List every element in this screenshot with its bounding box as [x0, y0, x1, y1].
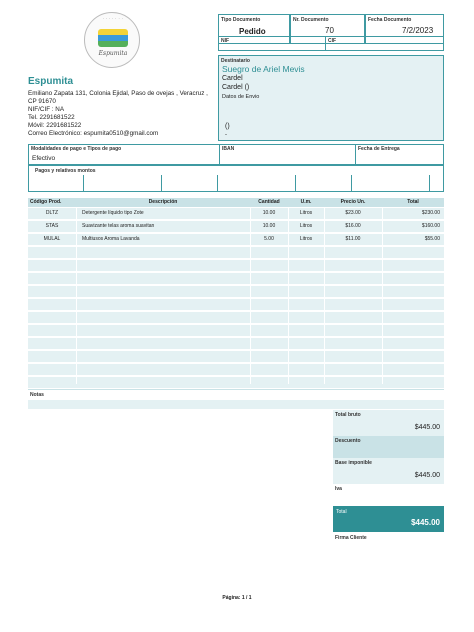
- items-table-header: [28, 198, 444, 207]
- logo-script: Espumita: [98, 50, 128, 57]
- pagos-divider-5: [351, 175, 352, 191]
- col-header-code: Código Prod.: [30, 199, 62, 205]
- page-number: Página: 1 / 1: [222, 595, 252, 601]
- modalidades-value: Efectivo: [32, 155, 56, 162]
- table-column-divider: [382, 207, 383, 384]
- table-column-divider: [76, 207, 77, 384]
- notes-field: [28, 400, 444, 409]
- row-description: Suavizante telas aroma suavitan: [82, 223, 155, 229]
- total-bruto-box: [333, 410, 444, 436]
- company-name: Espumita: [28, 76, 74, 87]
- nr-documento-label: Nr. Documento: [293, 17, 329, 23]
- pagos-divider-2: [161, 175, 162, 191]
- payment-divider-1: [219, 145, 220, 164]
- row-description: Multiusos Aroma Lavanda: [82, 236, 140, 242]
- row-code: STAS: [45, 223, 59, 229]
- recipient-dash: -: [225, 132, 227, 138]
- grand-total-box: [333, 506, 444, 532]
- row-total: $230.00: [421, 210, 440, 216]
- table-column-divider: [324, 207, 325, 384]
- pagos-label: Pagos y relativos montos: [35, 168, 96, 174]
- recipient-paren: (): [225, 123, 230, 130]
- row-quantity: 10.00: [262, 210, 276, 216]
- base-imponible-box: [333, 458, 444, 484]
- col-header-description: Descripción: [148, 199, 178, 205]
- row-unit: Litros: [299, 236, 313, 242]
- pagos-divider-3: [217, 175, 218, 191]
- notes-label: Notas: [30, 392, 44, 398]
- base-imponible-value: $445.00: [414, 472, 440, 479]
- company-movil: Móvil: 2291681522: [28, 122, 82, 129]
- datos-envio-label: Datos de Envio: [222, 94, 260, 100]
- pagos-divider-6: [429, 175, 430, 191]
- modalidades-label: Modalidades de pago e Tipos de pago: [31, 146, 122, 152]
- logo-ring-text: · · · · · · ·: [102, 17, 124, 21]
- row-code: DLTZ: [45, 210, 59, 216]
- table-column-divider: [288, 207, 289, 384]
- row-unit-price: $11.00: [345, 236, 361, 242]
- company-email: Correo Electrónico: espumita0510@gmail.com: [28, 130, 159, 137]
- row-unit-price: $23.00: [345, 210, 361, 216]
- notes-area: [28, 389, 444, 409]
- row-code: MULAL: [43, 236, 61, 242]
- recipient-box: [218, 55, 444, 141]
- pagos-box: [28, 165, 444, 192]
- company-logo: [84, 12, 140, 68]
- company-nif: NIF/CIF : NA: [28, 106, 65, 113]
- row-unit-price: $16.00: [345, 223, 361, 229]
- tipo-documento-value: Pedido: [239, 27, 266, 36]
- fecha-documento-label: Fecha Documento: [368, 17, 412, 23]
- descuento-label: Descuento: [335, 438, 361, 444]
- row-total: $55.00: [424, 236, 440, 242]
- nif-cif-divider: [325, 37, 326, 50]
- logo-flag-icon: [98, 29, 128, 47]
- pagos-divider-4: [295, 175, 296, 191]
- nif-cif-row: [218, 36, 444, 51]
- company-postal: CP 91670: [28, 98, 56, 105]
- row-unit: Litros: [299, 223, 313, 229]
- nr-documento-value: 70: [325, 26, 334, 35]
- iban-label: IBAN: [222, 146, 235, 152]
- grand-total-value: $445.00: [411, 518, 440, 527]
- table-column-divider: [250, 207, 251, 384]
- payment-row: [28, 144, 444, 165]
- col-header-unit-price: Precio Un.: [340, 199, 366, 205]
- col-header-unit: U.m.: [300, 199, 312, 205]
- row-total: $160.00: [421, 223, 440, 229]
- cif-label: CIF: [328, 38, 337, 44]
- row-quantity: 5.00: [264, 236, 274, 242]
- total-bruto-value: $445.00: [414, 424, 440, 431]
- base-imponible-label: Base imponible: [335, 460, 372, 466]
- entrega-label: Fecha de Entrega: [358, 146, 400, 152]
- fecha-documento-value: 7/2/2023: [402, 26, 434, 35]
- col-header-total: Total: [407, 199, 419, 205]
- company-tel: Tel. 2291681522: [28, 114, 75, 121]
- row-description: Detergente líquido tipo Zote: [82, 210, 144, 216]
- payment-divider-2: [355, 145, 356, 164]
- nif-label: NIF: [221, 38, 230, 44]
- grand-total-label: Total: [336, 509, 347, 515]
- firma-cliente-label: Firma Cliente: [335, 535, 367, 541]
- row-quantity: 10.00: [262, 223, 276, 229]
- tipo-documento-label: Tipo Documento: [221, 17, 261, 23]
- descuento-box: [333, 436, 444, 458]
- recipient-line2: Cardel (): [222, 84, 250, 91]
- recipient-name: Suegro de Ariel Mevis: [222, 64, 305, 74]
- recipient-label: Destinatario: [221, 58, 250, 64]
- company-address: Emiliano Zapata 131, Colonia Ejidal, Paso de ovejas , Veracruz ,: [28, 90, 208, 97]
- pagos-divider-1: [83, 175, 84, 191]
- row-unit: Litros: [299, 210, 313, 216]
- iva-label: Iva: [335, 486, 342, 492]
- col-header-quantity: Cantidad: [258, 199, 280, 205]
- total-bruto-label: Total bruto: [335, 412, 361, 418]
- recipient-line1: Cardel: [222, 75, 243, 82]
